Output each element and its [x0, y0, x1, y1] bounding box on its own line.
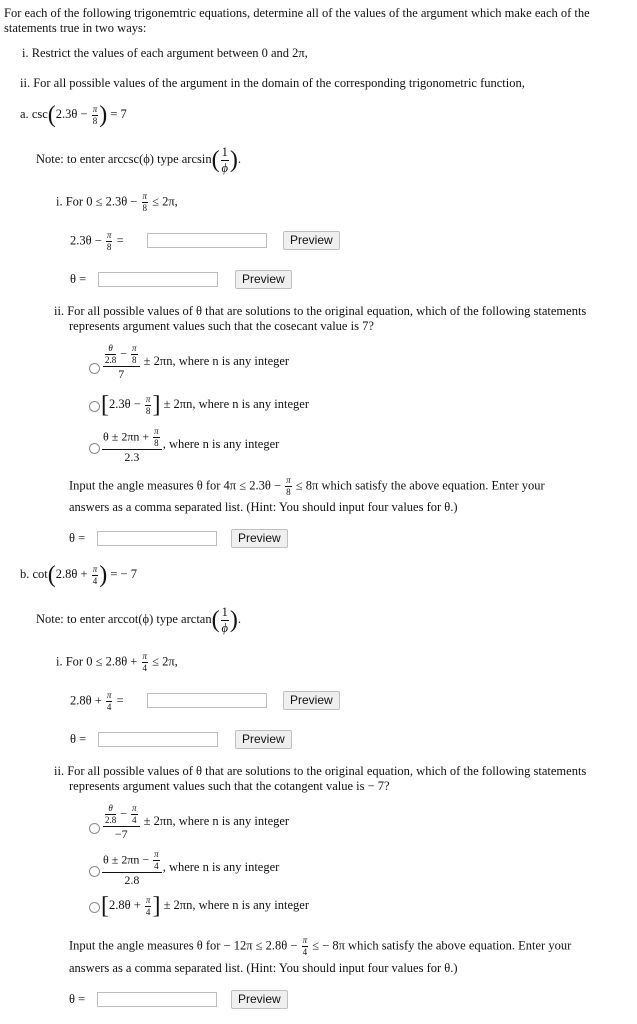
eq-a-rhs: = 7 [110, 106, 127, 121]
b-o2-top: θ ± 2πn − [103, 852, 150, 867]
b-o3-den: 4 [145, 906, 151, 917]
b-i-tail: ≤ 2π, [152, 654, 178, 669]
a-expr-eq: = [116, 233, 124, 248]
b-ii-option-3-radio[interactable] [89, 902, 100, 913]
intro-line-2: statements true in two ways: [4, 21, 147, 35]
b-argument-preview-button[interactable]: Preview [283, 691, 340, 710]
part-a-sub-i-header [56, 192, 178, 213]
a-o1-coef: 2.8 [105, 355, 117, 365]
b-angles-pi: π [302, 935, 308, 945]
b-expr-left: 2.8θ + [70, 693, 102, 708]
a-expr-pi: π [106, 230, 112, 240]
b-ii-question-line-2: represents argument values such that the cotangent value is − 7? [69, 779, 390, 793]
a-ii-option-3-radio[interactable] [89, 443, 100, 454]
a-i-tail: ≤ 2π, [152, 194, 178, 209]
b-ii-option-1-radio[interactable] [89, 823, 100, 834]
b-o1-tail: ± 2πn, where n is any integer [143, 813, 290, 828]
a-angles-preview-button[interactable]: Preview [231, 529, 288, 548]
note-a-num: 1 [221, 145, 228, 159]
a-o2-inner: 2.3θ − [109, 396, 141, 411]
b-theta-preview-button[interactable]: Preview [235, 730, 292, 749]
b-angles-text-a: Input the angle measures θ for − 12π ≤ 2.8θ − [69, 938, 298, 953]
b-o1-bottom: −7 [114, 827, 128, 841]
b-o1-theta: θ [105, 804, 116, 815]
b-ii-option-2-radio[interactable] [89, 866, 100, 877]
b-expr-eq: = [116, 693, 124, 708]
a-o3-bottom: 2.3 [124, 450, 140, 464]
b-angles-text-b: ≤ − 8π which satisfy the above equation. Enter your [312, 938, 572, 953]
b-ii-option-3: [2.8θ + $\frac{\pi}{4}$ ] ± 2πn, where n is any integer [101, 893, 309, 919]
a-ii-option-2-radio[interactable] [89, 401, 100, 412]
a-o3-pi-den: 8 [154, 438, 159, 448]
b-ii-option-2 [101, 850, 279, 886]
b-o1-pi: π [132, 803, 137, 813]
a-argument-input[interactable] [147, 233, 267, 248]
a-ii-question-line-1: ii. For all possible values of θ that are solutions to the original equation, which of the following statements [54, 304, 587, 318]
b-o2-pi: π [154, 849, 159, 859]
part-b-note: Note: to enter arccot(ϕ) type arctan( $\frac{1}{\phi}$ ). [36, 605, 241, 635]
eq-b-rhs: = − 7 [110, 566, 137, 581]
b-angles-theta-label: θ = [69, 992, 86, 1006]
b-o1-coef: 2.8 [105, 815, 117, 825]
b-angles-preview-button[interactable]: Preview [231, 990, 288, 1009]
b-angles-den: 4 [302, 947, 308, 957]
b-o2-tail: , where n is any integer [162, 859, 280, 874]
part-b-expr [70, 691, 124, 712]
a-o2-tail: ± 2πn, where n is any integer [163, 396, 309, 411]
part-b-sub-i-header [56, 652, 178, 673]
a-ii-option-1 [102, 344, 289, 380]
eq-a-inner: 2.3θ − [55, 106, 88, 121]
a-o2-den: 8 [145, 405, 151, 416]
a-ii-option-3 [101, 427, 279, 463]
a-theta-label: θ = [70, 272, 87, 286]
b-theta-input[interactable] [98, 732, 218, 747]
note-a-text: Note: to enter arccsc(ϕ) type arcsin [36, 151, 212, 166]
a-o1-pi-den: 8 [132, 355, 137, 365]
b-o2-pi-den: 4 [154, 861, 159, 871]
b-ii-question-line-1: ii. For all possible values of θ that are solutions to the original equation, which of the following statements [54, 764, 587, 778]
b-theta-label: θ = [70, 732, 87, 746]
a-angles-line-1 [69, 476, 545, 497]
b-o3-pi: π [145, 894, 151, 905]
b-angles-line-1 [69, 936, 571, 957]
a-o2-pi: π [145, 393, 151, 404]
a-i-header-text: i. For 0 ≤ 2.3θ − [56, 194, 138, 209]
intro-item-i: i. Restrict the values of each argument between 0 and 2π, [22, 46, 308, 60]
eq-b-den: 4 [92, 575, 98, 586]
part-a-label: a. [20, 106, 29, 121]
b-angles-line-2: answers as a comma separated list. (Hint: You should input four values for θ.) [69, 961, 458, 975]
b-o1-minus: − [120, 806, 128, 821]
csc-fn: csc [31, 106, 48, 121]
b-argument-input[interactable] [147, 693, 267, 708]
a-o3-tail: , where n is any integer [162, 436, 280, 451]
note-b-den: ϕ [221, 620, 228, 635]
a-angles-input[interactable] [97, 531, 217, 546]
a-ii-option-2: [2.3θ − $\frac{\pi}{8}$ ] ± 2πn, where n is any integer [101, 392, 309, 418]
b-o1-pi-den: 4 [132, 815, 137, 825]
part-a-expr [70, 231, 124, 252]
a-argument-preview-button[interactable]: Preview [283, 231, 340, 250]
b-expr-pi: π [106, 690, 112, 700]
a-angles-text-b: ≤ 8π which satisfy the above equation. Enter your [295, 478, 545, 493]
a-angles-text-a: Input the angle measures θ for 4π ≤ 2.3θ − [69, 478, 282, 493]
part-a-note: Note: to enter arccsc(ϕ) type arcsin( $\frac{1}{\phi}$ ). [36, 145, 241, 175]
a-expr-den: 8 [106, 242, 112, 252]
intro-line-1: For each of the following trigonemtric equations, determine all of the values of the argument which make each of the [4, 6, 590, 20]
note-b-text: Note: to enter arccot(ϕ) type arctan [36, 611, 212, 626]
note-a-den: ϕ [221, 160, 228, 175]
eq-b-pi: π [92, 563, 98, 574]
b-o2-bottom: 2.8 [124, 873, 140, 887]
a-theta-preview-button[interactable]: Preview [235, 270, 292, 289]
a-i-pi: π [142, 191, 148, 201]
b-i-pi: π [142, 651, 148, 661]
b-o3-inner: 2.8θ + [109, 897, 141, 912]
b-i-header-text: i. For 0 ≤ 2.8θ + [56, 654, 138, 669]
a-angles-pi: π [286, 475, 291, 485]
note-b-num: 1 [221, 605, 228, 619]
a-ii-question-line-2: represents argument values such that the cosecant value is 7? [69, 319, 374, 333]
a-i-den: 8 [142, 203, 147, 213]
part-b-equation: b. cot(2.8θ + $\frac{\pi}{4}$ ) = − 7 [20, 562, 137, 588]
b-expr-den: 4 [106, 702, 112, 712]
a-angles-theta-label: θ = [69, 531, 86, 545]
a-o1-theta: θ [105, 344, 116, 355]
a-angles-line-2: answers as a comma separated list. (Hint: You should input four values for θ.) [69, 500, 458, 514]
eq-a-den: 8 [92, 115, 98, 126]
a-o3-pi: π [154, 426, 159, 436]
a-o1-pi: π [132, 343, 137, 353]
a-theta-input[interactable] [98, 272, 218, 287]
a-ii-option-1-radio[interactable] [89, 363, 100, 374]
b-angles-input[interactable] [97, 992, 217, 1007]
b-ii-option-1 [102, 804, 289, 840]
a-o1-minus: − [120, 346, 128, 361]
cot-fn: cot [32, 566, 48, 581]
a-o1-tail: ± 2πn, where n is any integer [143, 353, 290, 368]
a-o1-bottom: 7 [118, 367, 125, 381]
eq-a-pi: π [92, 103, 98, 114]
intro-item-ii: ii. For all possible values of the argument in the domain of the corresponding trigonometric function, [20, 76, 525, 90]
a-expr-left: 2.3θ − [70, 233, 102, 248]
a-angles-den: 8 [286, 487, 291, 497]
b-i-den: 4 [142, 663, 147, 673]
a-o3-top: θ ± 2πn + [103, 429, 150, 444]
eq-b-inner: 2.8θ + [55, 566, 88, 581]
b-o3-tail: ± 2πn, where n is any integer [163, 897, 309, 912]
part-a-equation: a. csc(2.3θ − $\frac{\pi}{8}$ ) = 7 [20, 102, 127, 128]
part-b-label: b. [20, 566, 30, 581]
